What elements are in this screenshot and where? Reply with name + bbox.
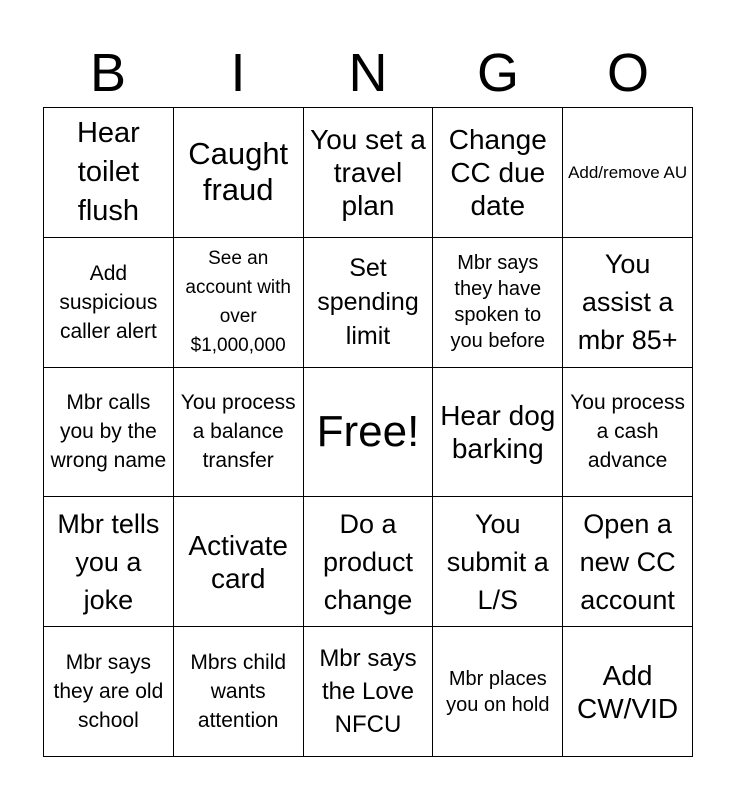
bingo-cell[interactable] [174,238,304,368]
bingo-cell[interactable] [174,368,304,498]
header-letter-n: N [348,43,388,103]
free-space-text: Free! [316,406,420,456]
bingo-cell-text: Mbr tells you a joke [57,508,160,615]
header-letter-o: O [606,43,649,103]
bingo-cell-text: Hear dog barking [440,399,556,464]
bingo-cell[interactable] [44,368,174,498]
bingo-cell[interactable] [304,238,434,368]
bingo-cell-text: Mbr says they are old school [53,651,164,733]
free-space-cell[interactable] [304,368,434,498]
bingo-cell-text: Do a product change [322,508,414,615]
bingo-cell-text: Mbr places you on hold [446,667,550,716]
bingo-cell-text: Open a new CC account [579,508,676,615]
bingo-cell-text: See an account with over $1,000,000 [185,248,291,357]
bingo-cell[interactable] [44,627,174,757]
bingo-cell-text: Mbr says the Love NFCU [319,645,417,739]
bingo-cell-text: Hear toilet flush [76,116,140,227]
bingo-cell[interactable] [433,368,563,498]
bingo-cell-text: Add/remove AU [568,162,688,182]
bingo-cell[interactable] [44,497,174,627]
bingo-card-grid [43,107,693,757]
bingo-cell-text: Add suspicious caller alert [59,261,158,343]
bingo-cell-text: You set a travel plan [310,123,426,221]
bingo-cell[interactable] [174,108,304,238]
bingo-cell[interactable] [433,238,563,368]
bingo-cell-text: Change CC due date [448,123,547,221]
bingo-cell[interactable] [44,108,174,238]
bingo-cell[interactable] [304,108,434,238]
bingo-cell-text: Activate card [188,529,288,594]
bingo-cell[interactable] [563,627,693,757]
bingo-cell[interactable] [433,627,563,757]
bingo-cell[interactable] [563,497,693,627]
bingo-cell[interactable] [44,238,174,368]
header-letter-b: B [89,43,127,103]
bingo-cell-text: You assist a mbr 85+ [577,249,678,356]
bingo-cell[interactable] [433,108,563,238]
bingo-header [43,40,693,106]
bingo-cell-text: Mbr calls you by the wrong name [50,391,167,473]
bingo-cell-text: You process a balance transfer [180,391,296,473]
bingo-cell-text: Mbr says they have spoken to you before [450,252,546,353]
bingo-cell[interactable] [174,497,304,627]
bingo-cell-text: Add CW/VID [577,659,679,724]
bingo-cell[interactable] [563,108,693,238]
bingo-cell[interactable] [563,368,693,498]
header-letter-g: G [476,43,519,103]
bingo-cell[interactable] [304,497,434,627]
bingo-cell[interactable] [304,627,434,757]
header-letter-i: I [230,43,246,103]
bingo-cell-text: You submit a L/S [446,508,549,615]
bingo-cell-text: You process a cash advance [570,391,685,473]
bingo-cell-text: Set spending limit [317,254,419,351]
bingo-cell-text: Mbrs child wants attention [190,651,287,733]
bingo-cell[interactable] [433,497,563,627]
bingo-cell-text: Caught fraud [188,136,289,208]
bingo-cell[interactable] [174,627,304,757]
bingo-cell[interactable] [563,238,693,368]
